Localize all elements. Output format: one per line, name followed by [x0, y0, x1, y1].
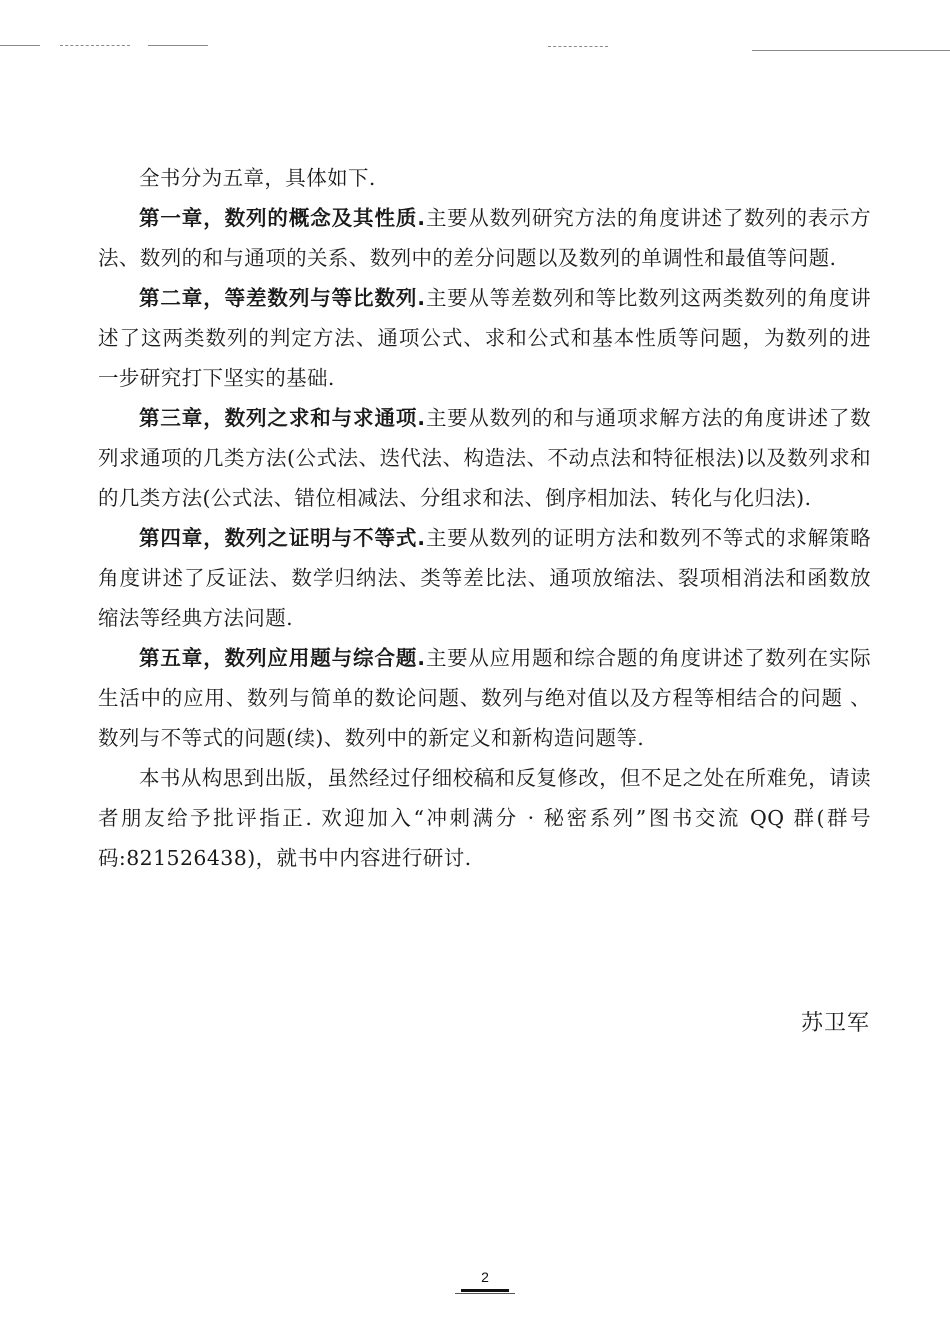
chapter-paragraph — [98, 518, 871, 638]
chapter-title: 第二章，等差数列与等比数列. — [139, 286, 426, 310]
scan-artifact-line — [752, 50, 950, 51]
chapter-description: 主要从应用题和综合题的角度讲述了数列在实际生活中的应用、数列与简单的数论问题、数列与绝对值以及方程等相结合的问题 、数列与不等式的问题(续)、数列中的新定义和新构造问题等. — [98, 646, 871, 750]
scan-artifact-line — [548, 46, 608, 47]
closing-paragraph: 本书从构思到出版，虽然经过仔细校稿和反复修改，但不足之处在所难免，请读者朋友给予批评指正. 欢迎加入“冲刺满分 · 秘密系列”图书交流 QQ 群(群号码:821526438)，就书中内容进行研讨. — [98, 766, 871, 870]
page-footer — [450, 1268, 520, 1294]
chapter-title: 第四章，数列之证明与不等式. — [139, 526, 426, 550]
chapter-title: 第三章，数列之求和与求通项. — [139, 406, 426, 430]
chapter-title: 第五章，数列应用题与综合题. — [139, 646, 426, 670]
preface-body — [98, 158, 871, 878]
scan-artifact-line — [148, 45, 208, 46]
chapter-paragraph — [98, 398, 871, 518]
scan-artifact-line — [60, 45, 130, 46]
page-number-rule — [461, 1289, 509, 1292]
author-signature: 苏卫军 — [800, 1011, 870, 1036]
chapter-title: 第一章，数列的概念及其性质. — [139, 206, 426, 230]
page-number: 2 — [481, 1269, 489, 1285]
chapter-paragraph — [98, 198, 871, 278]
chapter-paragraph — [98, 278, 871, 398]
chapter-description: 主要从等差数列和等比数列这两类数列的角度讲述了这两类数列的判定方法、通项公式、求和公式和基本性质等问题，为数列的进一步研究打下坚实的基础. — [98, 286, 871, 390]
chapter-description: 主要从数列研究方法的角度讲述了数列的表示方法、数列的和与通项的关系、数列中的差分问题以及数列的单调性和最值等问题. — [98, 206, 871, 270]
chapter-description: 主要从数列的证明方法和数列不等式的求解策略角度讲述了反证法、数学归纳法、类等差比法、通项放缩法、裂项相消法和函数放缩法等经典方法问题. — [98, 526, 871, 630]
chapter-description: 主要从数列的和与通项求解方法的角度讲述了数列求通项的几类方法(公式法、迭代法、构造法、不动点法和特征根法)以及数列求和的几类方法(公式法、错位相减法、分组求和法、倒序相加法、转化与化归法). — [98, 406, 871, 510]
intro-paragraph: 全书分为五章，具体如下. — [139, 166, 376, 190]
chapter-paragraph — [98, 638, 871, 758]
page-number-rule-thin — [455, 1293, 515, 1294]
scan-artifact-line — [0, 45, 40, 46]
